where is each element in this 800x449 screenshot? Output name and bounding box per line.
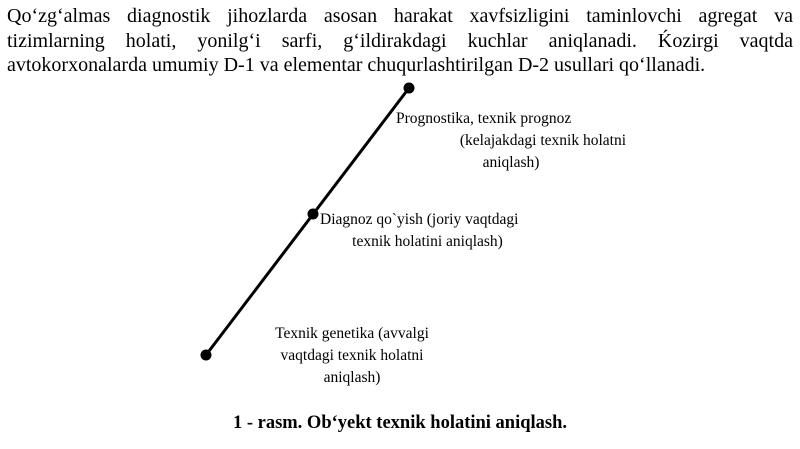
label-prognostics-line-2: (kelajakdagi texnik holatni bbox=[459, 132, 626, 149]
label-genetics-line-3: aniqlash) bbox=[323, 369, 381, 386]
label-genetics-line-2: vaqtdagi texnik holatni bbox=[280, 347, 424, 364]
body-paragraph: Qo‘zg‘almas diagnostik jihozlarda asosan harakat xavfsizligini taminlovchi agregat va tizimlarning holati, yonilg‘i sarfi, g‘ildirakdagi kuchlar aniqlanadi. Ḱozirgi vaqtda avtokorxonalarda umumiy D-1 va elementar chuqurlashtirilgan D-2 usullari qo‘llanadi. bbox=[7, 5, 793, 76]
label-prognostics bbox=[396, 108, 626, 174]
timeline-point-past bbox=[201, 350, 212, 361]
label-diagnosis-line-1: Diagnoz qo`yish (joriy vaqtdagi bbox=[320, 211, 519, 228]
label-diagnosis bbox=[320, 209, 535, 253]
label-diagnosis-line-2: texnik holatini aniqlash) bbox=[352, 233, 503, 250]
label-prognostics-line-1: Prognostika, texnik prognoz bbox=[396, 110, 572, 127]
timeline-point-present bbox=[308, 209, 319, 220]
label-prognostics-line-3: aniqlash) bbox=[482, 154, 540, 171]
label-genetics bbox=[256, 323, 448, 389]
timeline-point-future bbox=[404, 83, 415, 94]
label-genetics-line-1: Texnik genetika (avvalgi bbox=[275, 325, 429, 342]
figure-caption: 1 - rasm. Ob‘yekt texnik holatini aniqlash. bbox=[232, 413, 568, 433]
